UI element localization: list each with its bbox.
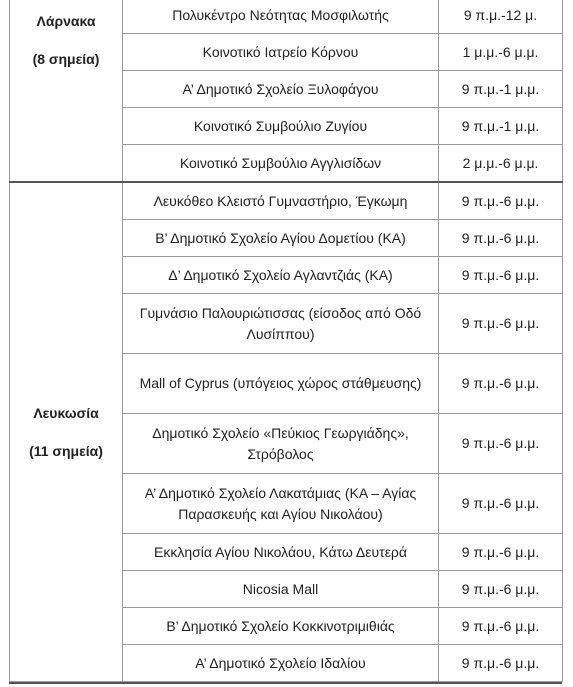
hours-cell: 1 μ.μ.-6 μ.μ.	[439, 34, 563, 71]
hours-cell: 9 π.μ.-6 μ.μ.	[439, 608, 563, 645]
table-row	[10, 182, 563, 220]
hours-cell: 9 π.μ.-6 μ.μ.	[439, 182, 563, 220]
location-cell: Πολυκέντρο Νεότητας Μοσφιλωτής	[123, 0, 439, 34]
location-cell: Α’ Δημοτικό Σχολείο Ιδαλίου	[123, 645, 439, 682]
location-cell: Γυμνάσιο Παλουριώτισσας (είσοδος από Οδό Λυσίππου)	[123, 294, 439, 354]
hours-cell: 9 π.μ.-6 μ.μ.	[439, 645, 563, 682]
region-count: (11 σημεία)	[29, 442, 103, 459]
location-cell: Κοινοτικό Συμβούλιο Αγγλισίδων	[123, 145, 439, 183]
hours-cell: 9 π.μ.-1 μ.μ.	[439, 71, 563, 108]
hours-cell: 9 π.μ.-6 μ.μ.	[439, 294, 563, 354]
location-cell: Α’ Δημοτικό Σχολείο Ξυλοφάγου	[123, 71, 439, 108]
location-cell: Λευκόθεο Κλειστό Γυμναστήριο, Έγκωμη	[123, 182, 439, 220]
location-cell: Κοινοτικό Συμβούλιο Ζυγίου	[123, 108, 439, 145]
hours-cell: 9 π.μ.-6 μ.μ.	[439, 220, 563, 257]
location-cell: Mall of Cyprus (υπόγειος χώρος στάθμευσης)	[123, 354, 439, 414]
location-cell: Δ’ Δημοτικό Σχολείο Αγλαντζιάς (ΚΑ)	[123, 257, 439, 294]
hours-cell: 9 π.μ.-6 μ.μ.	[439, 414, 563, 474]
region-cell-nicosia	[10, 182, 123, 682]
location-cell: Β’ Δημοτικό Σχολείο Αγίου Δομετίου (ΚΑ)	[123, 220, 439, 257]
table-row	[10, 0, 563, 34]
location-cell: Δημοτικό Σχολείο «Πεύκιος Γεωργιάδης», Στρόβολος	[123, 414, 439, 474]
location-cell: Εκκλησία Αγίου Νικολάου, Κάτω Δευτερά	[123, 534, 439, 571]
hours-cell: 9 π.μ.-6 μ.μ.	[439, 571, 563, 608]
location-cell: Β’ Δημοτικό Σχολείο Κοκκινοτριμιθιάς	[123, 608, 439, 645]
hours-cell: 9 π.μ.-1 μ.μ.	[439, 108, 563, 145]
location-cell: Α’ Δημοτικό Σχολείο Λακατάμιας (ΚΑ – Αγίας Παρασκευής και Αγίου Νικολάου)	[123, 474, 439, 534]
hours-cell: 9 π.μ.-6 μ.μ.	[439, 257, 563, 294]
hours-cell: 9 π.μ.-6 μ.μ.	[439, 354, 563, 414]
region-name: Λάρνακα	[36, 13, 96, 29]
hours-cell: 9 π.μ.-12 μ.	[439, 0, 563, 34]
location-cell: Κοινοτικό Ιατρείο Κόρνου	[123, 34, 439, 71]
location-cell: Nicosia Mall	[123, 571, 439, 608]
region-cell-larnaca	[10, 0, 123, 182]
region-name: Λευκωσία	[33, 404, 99, 421]
hours-cell: 9 π.μ.-6 μ.μ.	[439, 474, 563, 534]
region-count: (8 σημεία)	[32, 51, 100, 67]
hours-cell: 2 μ.μ.-6 μ.μ.	[439, 145, 563, 183]
hours-cell: 9 π.μ.-6 μ.μ.	[439, 534, 563, 571]
vaccination-points-table	[9, 0, 563, 682]
